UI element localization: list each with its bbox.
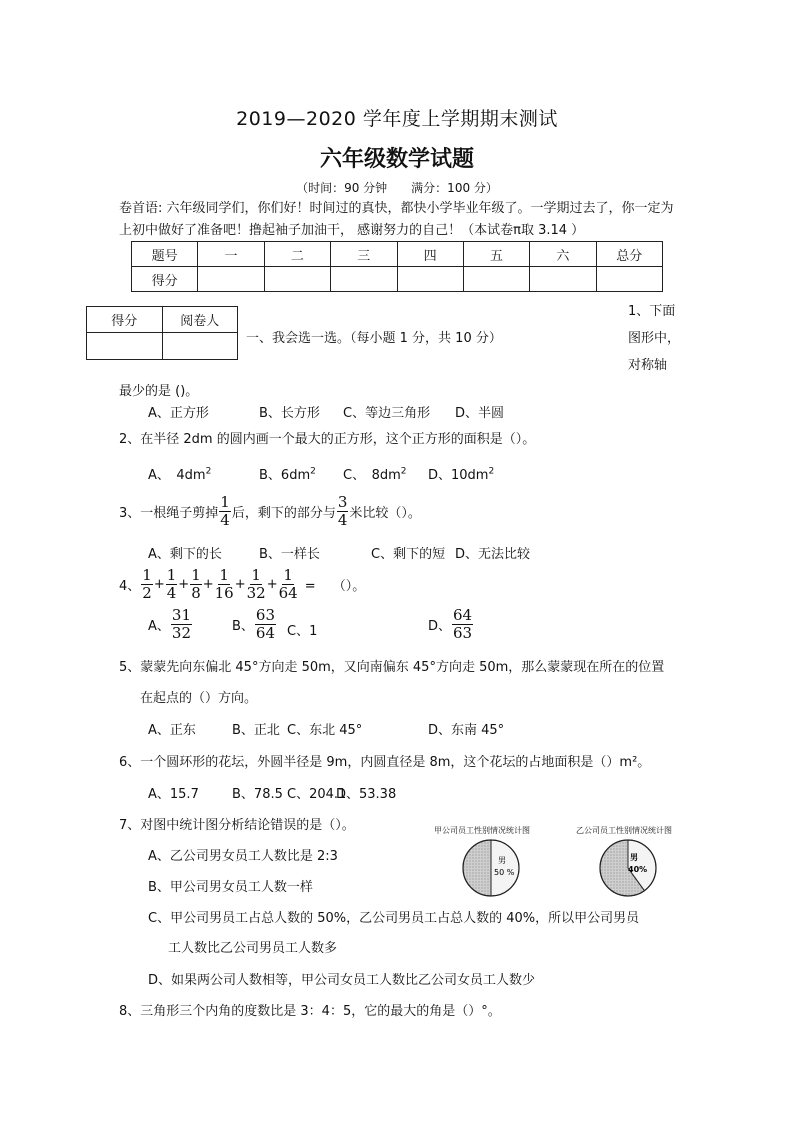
- score-cell: 一: [198, 242, 264, 267]
- score-cell-empty[interactable]: [596, 267, 662, 292]
- q6-option-c[interactable]: C、204.1: [287, 787, 347, 802]
- fraction-1-64: $\frac{1}{64}$: [278, 566, 298, 602]
- q5-text-line1: 5、蒙蒙先向东偏北 45°方向走 50m，又向南偏东 45°方向走 50m，那么蒙蒙现在所在的位置: [119, 660, 665, 675]
- fraction-three-quarters: $\frac{3}{4}$: [337, 493, 348, 529]
- q4-option-a[interactable]: A、 $\frac{31}{32}$: [148, 606, 191, 642]
- q7-text: 7、对图中统计图分析结论错误的是（）。: [119, 818, 355, 833]
- q5-text-line2: 在起点的（）方向。: [140, 691, 258, 706]
- q4-option-d[interactable]: D、 $\frac{64}{63}$: [428, 606, 473, 642]
- score-cell: 总分: [596, 242, 662, 267]
- score-cell-label: 得分: [132, 267, 198, 292]
- q7-option-c-cont: 工人数比乙公司男员工人数多: [168, 941, 338, 956]
- exam-main-title: 六年级数学试题: [319, 147, 474, 172]
- q2-text: 2、在半径 2dm 的圆内画一个最大的正方形，这个正方形的面积是（）。: [119, 432, 536, 447]
- pie-slice-a-female: [463, 840, 491, 896]
- score-cell-empty[interactable]: [463, 267, 529, 292]
- q8-text: 8、三角形三个内角的度数比是 3：4：5，它的最大的角是（）°。: [119, 1004, 501, 1019]
- q5-option-b[interactable]: B、正北: [232, 723, 280, 738]
- q2-option-a[interactable]: A、 $4dm^2$: [148, 466, 212, 483]
- q1-side-line: 1、下面: [628, 304, 676, 319]
- q5-option-d[interactable]: D、东南 45°: [428, 723, 505, 738]
- fraction-1-8: $\frac{1}{8}$: [191, 566, 201, 602]
- q3-option-d[interactable]: D、无法比较: [455, 547, 531, 562]
- score-cell: 四: [397, 242, 463, 267]
- q5-option-a[interactable]: A、正东: [148, 723, 196, 738]
- fraction-1-32: $\frac{1}{32}$: [246, 566, 266, 602]
- q6-option-d[interactable]: D、53.38: [336, 787, 397, 802]
- q1-side-text: [628, 298, 680, 379]
- score-cell-empty[interactable]: [530, 267, 596, 292]
- exam-intro: 卷首语: 六年级同学们，你们好！时间过的真快，都快小学毕业年级了。一学期过去了，你一定为上初中做好了准备吧！撸起袖子加油干， 感谢努力的自己！（本试卷π取 3.14 ）: [119, 201, 674, 238]
- score-cell: 三: [331, 242, 397, 267]
- score-cell-empty[interactable]: [198, 267, 264, 292]
- q1-option-c[interactable]: C、等边三角形: [343, 406, 431, 421]
- chart-b-title: 乙公司员工性别情况统计图: [576, 826, 672, 835]
- q3-option-c[interactable]: C、剩下的短: [371, 547, 446, 562]
- exam-subtitle: （时间：90 分钟 满分：100 分）: [296, 181, 498, 195]
- q3-option-a[interactable]: A、剩下的长: [148, 547, 222, 562]
- q7-option-c[interactable]: C、甲公司男员工占总人数的 50%，乙公司男员工占总人数的 40%，所以甲公司男员: [148, 911, 640, 926]
- q2-option-b[interactable]: B、$6dm^2$: [259, 466, 316, 483]
- q1-side-line: 对称轴: [628, 358, 668, 373]
- score-cell: 二: [264, 242, 330, 267]
- grader-score-label: 得分: [87, 307, 163, 333]
- pie-a-pct-label: 50 %: [494, 868, 515, 877]
- q2-option-c[interactable]: C、 $8dm^2$: [343, 466, 407, 483]
- q6-option-b[interactable]: B、78.5: [232, 787, 283, 802]
- q7-option-b[interactable]: B、甲公司男女员工人数一样: [148, 880, 313, 895]
- q1-option-b[interactable]: B、长方形: [259, 406, 320, 421]
- q4-option-c[interactable]: C、1: [287, 624, 318, 639]
- fraction-1-4: $\frac{1}{4}$: [166, 566, 177, 602]
- score-table-header-row: [132, 242, 663, 267]
- fraction-1-16: $\frac{1}{16}$: [214, 566, 234, 602]
- score-table-score-row: [132, 267, 663, 292]
- q6-text: 6、一个圆环形的花坛，外圆半径是 9m，内圆直径是 8m，这个花坛的占地面积是（）m²。: [119, 755, 651, 770]
- q1-option-d[interactable]: D、半圆: [455, 406, 505, 421]
- grader-score-box[interactable]: [87, 333, 163, 360]
- q2-option-d[interactable]: D、$10dm^2$: [428, 466, 495, 483]
- grader-reviewer-label: 阅卷人: [162, 307, 238, 333]
- q3-text: 3、一根绳子剪掉 $\frac{1}{4}$ 后，剩下的部分与 $\frac{3}{4}$ 米比较（）。: [119, 493, 421, 529]
- score-cell: 五: [463, 242, 529, 267]
- score-cell: 六: [530, 242, 596, 267]
- pie-b-pct-label: 40%: [628, 865, 648, 874]
- q7-option-d[interactable]: D、如果两公司人数相等，甲公司女员工人数比乙公司女员工人数少: [148, 973, 536, 988]
- score-cell-empty[interactable]: [397, 267, 463, 292]
- fraction-1-2: $\frac{1}{2}$: [142, 566, 152, 602]
- q7-option-a[interactable]: A、乙公司男女员工人数比是 2:3: [148, 849, 338, 864]
- section-one-title: 一、我会选一选。（每小题 1 分，共 10 分）: [246, 331, 502, 346]
- q3-option-b[interactable]: B、一样长: [259, 547, 320, 562]
- q1-tail: 最少的是 ()。: [119, 384, 199, 399]
- exam-year-title: 2019—2020 学年度上学期期末测试: [236, 108, 558, 130]
- q4-text: 4、 $\frac{1}{2}$ + $\frac{1}{4}$ + $\frac{1}{8}$ + $\frac{1}{16}$ + $\frac{1}{32}$ + $\frac{1}{64}$ = （）。: [119, 566, 366, 602]
- score-cell: 题号: [132, 242, 198, 267]
- score-cell-empty[interactable]: [264, 267, 330, 292]
- pie-a-male-label: 男: [498, 856, 506, 865]
- fraction-one-quarter: $\frac{1}{4}$: [220, 493, 230, 529]
- pie-b-male-label: 男: [630, 853, 638, 862]
- chart-a-title: 甲公司员工性别情况统计图: [434, 826, 530, 835]
- score-cell-empty[interactable]: [331, 267, 397, 292]
- q1-side-line: 图形中，: [628, 331, 681, 346]
- grader-reviewer-box[interactable]: [162, 333, 238, 360]
- pie-charts: [430, 836, 680, 898]
- grader-table: [86, 306, 238, 360]
- score-table: [131, 241, 663, 292]
- q4-option-b[interactable]: B、 $\frac{63}{64}$: [232, 606, 276, 642]
- q5-option-c[interactable]: C、东北 45°: [287, 723, 363, 738]
- q1-option-a[interactable]: A、正方形: [148, 406, 209, 421]
- q6-option-a[interactable]: A、15.7: [148, 787, 199, 802]
